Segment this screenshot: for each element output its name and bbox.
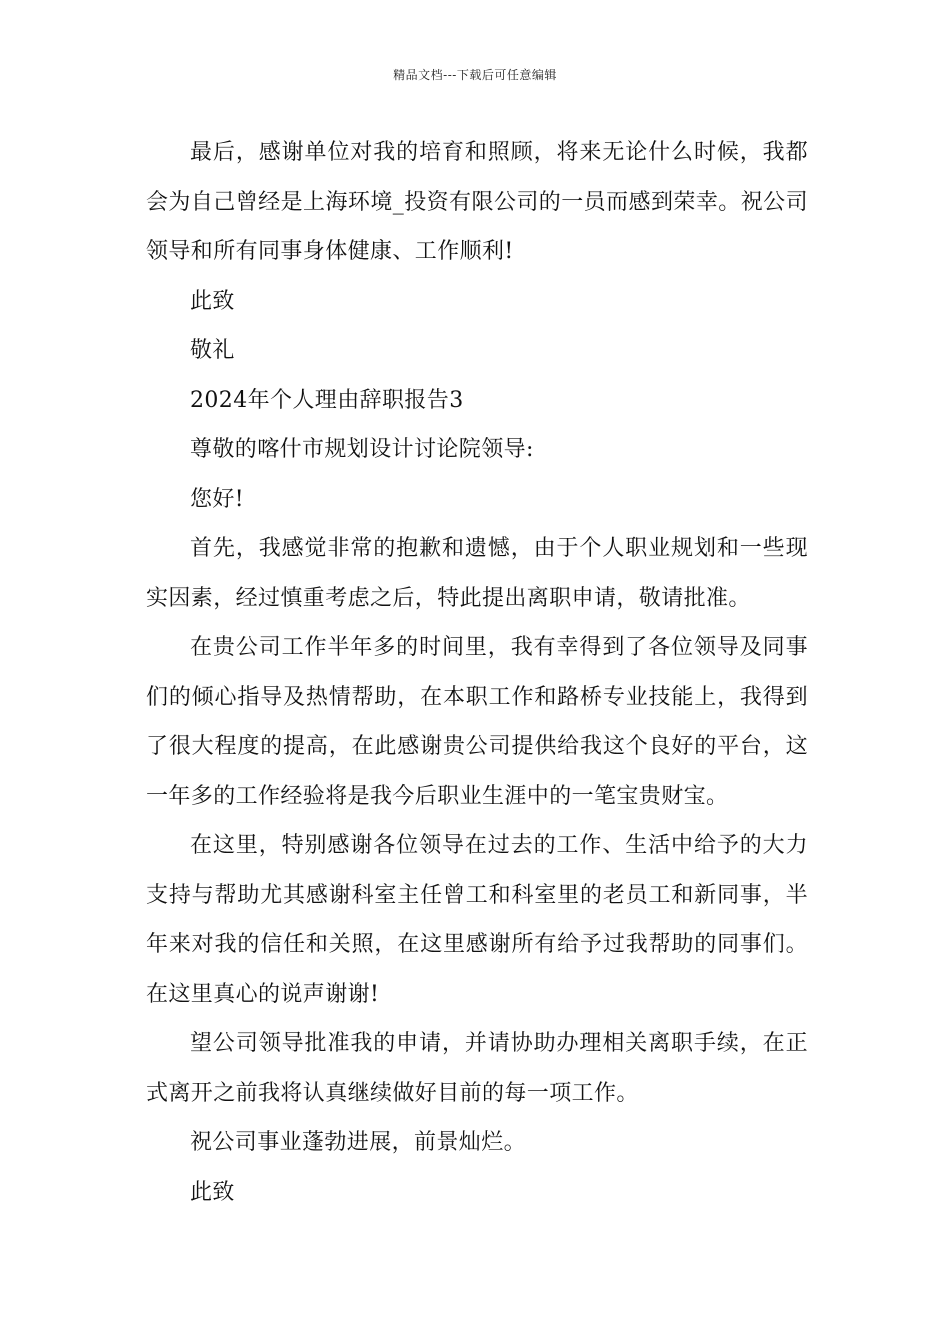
paragraph-gratitude: 在贵公司工作半年多的时间里，我有幸得到了各位领导及同事们的倾心指导及热情帮助，在本职工作和路桥专业技能上，我得到了很大程度的提高，在此感谢贵公司提供给我这个良好的平台，这一年多的工作经验将是我今后职业生涯中的一笔宝贵财宝。: [146, 635, 808, 809]
document-body: [146, 128, 808, 1217]
paragraph-addressee: 尊敬的喀什市规划设计讨论院领导:: [190, 437, 534, 462]
paragraph-salutation-cizhi: 此致: [190, 288, 235, 314]
paragraph-special-thanks: 在这里，特别感谢各位领导在过去的工作、生活中给予的大力支持与帮助尤其感谢科室主任曾工和科室里的老员工和新同事，半年来对我的信任和关照，在这里感谢所有给予过我帮助的同事们。在这里真心的说声谢谢!: [146, 833, 808, 1007]
paragraph-closing-thanks: 最后，感谢单位对我的培育和照顾，将来无论什么时候，我都会为自己曾经是上海环境_投资有限公司的一员而感到荣幸。祝公司领导和所有同事身体健康、工作顺利!: [146, 140, 808, 264]
section-title: 2024年个人理由辞职报告3: [190, 387, 464, 413]
page-header: 精品文档---下载后可任意编辑: [393, 68, 557, 82]
paragraph-intro: 首先，我感觉非常的抱歉和遗憾，由于个人职业规划和一些现实因素，经过慎重考虑之后，特此提出离职申请，敬请批准。: [146, 536, 808, 611]
paragraph-salutation-jingli: 敬礼: [190, 338, 235, 363]
paragraph-greeting: 您好!: [190, 486, 245, 512]
paragraph-wishes: 祝公司事业蓬勃进展，前景灿烂。: [190, 1130, 527, 1155]
paragraph-salutation-cizhi-2: 此致: [190, 1179, 235, 1205]
paragraph-request: 望公司领导批准我的申请，并请协助办理相关离职手续，在正式离开之前我将认真继续做好目前的每一项工作。: [146, 1031, 808, 1106]
